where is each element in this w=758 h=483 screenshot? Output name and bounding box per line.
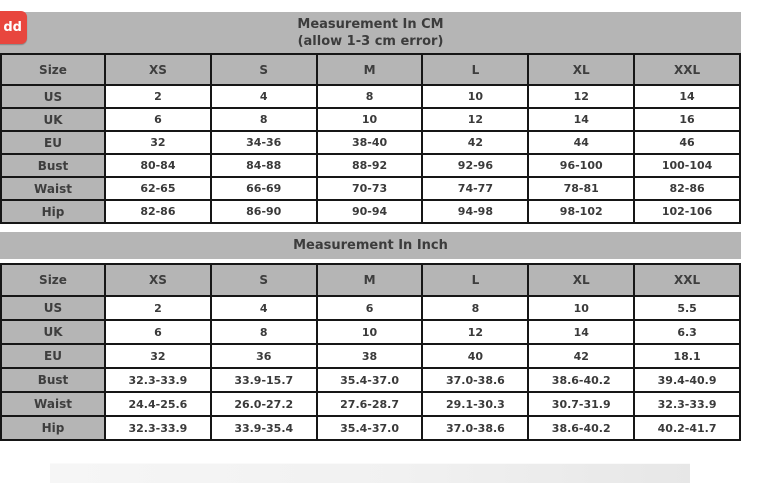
cm-size-table [0,53,741,224]
size-value-cell: 38.6-40.2 [528,416,634,440]
cm-table-title [0,12,741,53]
size-value-cell: 74-77 [422,177,528,200]
table-row [1,85,740,108]
size-value-cell: 32 [105,344,211,368]
size-value-cell: 32.3-33.9 [634,392,740,416]
table-row [1,320,740,344]
inch-size-table [0,263,741,441]
row-label: EU [1,131,105,154]
size-value-cell: 80-84 [105,154,211,177]
column-header: S [211,54,317,85]
size-value-cell: 46 [634,131,740,154]
size-value-cell: 40.2-41.7 [634,416,740,440]
row-label: US [1,296,105,320]
size-value-cell: 10 [528,296,634,320]
size-value-cell: 33.9-35.4 [211,416,317,440]
size-value-cell: 35.4-37.0 [317,416,423,440]
size-value-cell: 102-106 [634,200,740,223]
size-value-cell: 6 [105,320,211,344]
size-value-cell: 12 [528,85,634,108]
column-header: XL [528,54,634,85]
size-value-cell: 4 [211,85,317,108]
size-value-cell: 14 [634,85,740,108]
size-value-cell: 32.3-33.9 [105,368,211,392]
share-badge-label: dd [3,20,22,35]
size-value-cell: 84-88 [211,154,317,177]
column-header: M [317,54,423,85]
row-label: Hip [1,416,105,440]
size-value-cell: 12 [422,320,528,344]
size-value-cell: 8 [211,108,317,131]
inch-table-title [0,232,741,259]
size-value-cell: 38 [317,344,423,368]
size-value-cell: 40 [422,344,528,368]
header-row [1,264,740,296]
table-row [1,392,740,416]
size-value-cell: 94-98 [422,200,528,223]
table-row [1,368,740,392]
size-value-cell: 33.9-15.7 [211,368,317,392]
size-value-cell: 86-90 [211,200,317,223]
size-value-cell: 6.3 [634,320,740,344]
size-value-cell: 10 [317,108,423,131]
column-header: XXL [634,54,740,85]
size-value-cell: 27.6-28.7 [317,392,423,416]
size-value-cell: 32.3-33.9 [105,416,211,440]
size-value-cell: 90-94 [317,200,423,223]
size-value-cell: 96-100 [528,154,634,177]
size-value-cell: 44 [528,131,634,154]
size-value-cell: 36 [211,344,317,368]
size-value-cell: 66-69 [211,177,317,200]
size-value-cell: 6 [105,108,211,131]
inch-table-title-text: Measurement In Inch [293,238,448,253]
table-row [1,200,740,223]
size-value-cell: 12 [422,108,528,131]
size-value-cell: 8 [317,85,423,108]
size-value-cell: 32 [105,131,211,154]
size-value-cell: 42 [422,131,528,154]
row-label: EU [1,344,105,368]
size-value-cell: 100-104 [634,154,740,177]
size-value-cell: 30.7-31.9 [528,392,634,416]
column-header: XL [528,264,634,296]
size-value-cell: 78-81 [528,177,634,200]
partial-image-below [50,463,690,483]
size-value-cell: 8 [211,320,317,344]
column-header: XS [105,54,211,85]
size-value-cell: 98-102 [528,200,634,223]
column-header: XXL [634,264,740,296]
share-badge[interactable] [0,11,27,44]
table-row [1,108,740,131]
size-value-cell: 14 [528,108,634,131]
row-label: UK [1,108,105,131]
row-label: Bust [1,154,105,177]
column-header: XS [105,264,211,296]
size-value-cell: 24.4-25.6 [105,392,211,416]
cm-table-section [0,12,741,224]
size-value-cell: 6 [317,296,423,320]
row-label: UK [1,320,105,344]
size-value-cell: 35.4-37.0 [317,368,423,392]
size-value-cell: 34-36 [211,131,317,154]
size-value-cell: 37.0-38.6 [422,416,528,440]
size-value-cell: 82-86 [634,177,740,200]
row-label: Bust [1,368,105,392]
column-header: L [422,54,528,85]
size-value-cell: 5.5 [634,296,740,320]
size-value-cell: 2 [105,85,211,108]
size-value-cell: 10 [422,85,528,108]
size-value-cell: 42 [528,344,634,368]
size-value-cell: 70-73 [317,177,423,200]
column-header: L [422,264,528,296]
size-value-cell: 26.0-27.2 [211,392,317,416]
column-header: Size [1,54,105,85]
size-value-cell: 2 [105,296,211,320]
size-value-cell: 8 [422,296,528,320]
size-value-cell: 62-65 [105,177,211,200]
size-value-cell: 39.4-40.9 [634,368,740,392]
column-header: S [211,264,317,296]
inch-table-section [0,232,741,441]
table-row [1,416,740,440]
size-value-cell: 82-86 [105,200,211,223]
cm-table-title-text: Measurement In CM [297,17,444,32]
table-row [1,296,740,320]
size-value-cell: 88-92 [317,154,423,177]
size-value-cell: 18.1 [634,344,740,368]
size-value-cell: 16 [634,108,740,131]
size-value-cell: 38.6-40.2 [528,368,634,392]
column-header: Size [1,264,105,296]
header-row [1,54,740,85]
table-row [1,344,740,368]
column-header: M [317,264,423,296]
row-label: Hip [1,200,105,223]
table-row [1,131,740,154]
row-label: US [1,85,105,108]
cm-table-subtitle-text: (allow 1-3 cm error) [297,34,444,49]
size-value-cell: 14 [528,320,634,344]
size-value-cell: 38-40 [317,131,423,154]
size-value-cell: 37.0-38.6 [422,368,528,392]
table-row [1,154,740,177]
table-row [1,177,740,200]
size-value-cell: 92-96 [422,154,528,177]
size-value-cell: 29.1-30.3 [422,392,528,416]
row-label: Waist [1,177,105,200]
row-label: Waist [1,392,105,416]
size-value-cell: 4 [211,296,317,320]
size-value-cell: 10 [317,320,423,344]
